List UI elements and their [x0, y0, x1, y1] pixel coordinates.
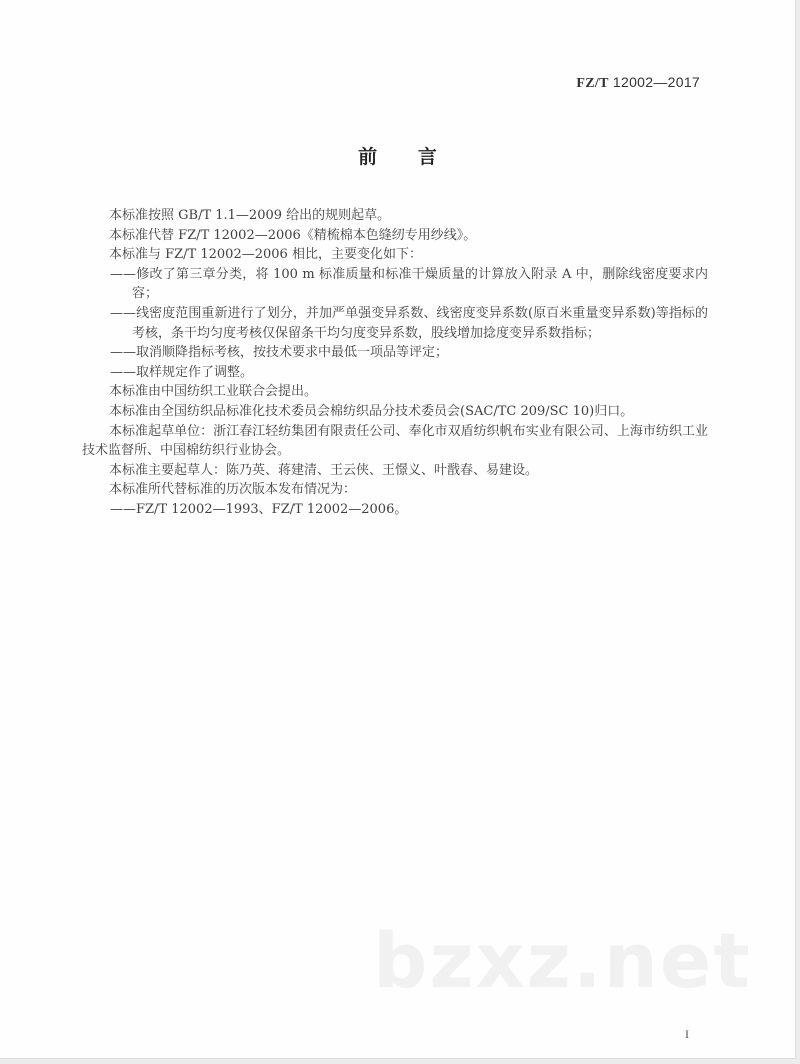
foreword-body [82, 206, 708, 520]
dash-list-item: ——取消顺降指标考核，按技术要求中最低一项品等评定； [110, 345, 449, 361]
page-number: I [685, 1027, 689, 1041]
dash-list-item: ——线密度范围重新进行了划分，并加严单强变异系数、线密度变异系数(原百米重量变异系数)等指标的考核，条干均匀度考核仅保留条干均匀度变异系数，股线增加捻度变异系数指标； [110, 305, 708, 341]
paragraph: 本标准由全国纺织品标准化技术委员会棉纺织品分技术委员会(SAC/TC 209/SC 10)归口。 [109, 403, 634, 419]
title-char-2: 言 [417, 146, 437, 168]
dash-list-item: ——FZ/T 12002—1993、FZ/T 12002—2006。 [110, 501, 408, 517]
dash-list-item: ——取样规定作了调整。 [110, 364, 254, 380]
standard-code [576, 74, 700, 92]
paragraph: 本标准主要起草人：陈乃英、蒋建清、王云侠、王憬义、叶戬春、易建设。 [109, 462, 539, 478]
standard-prefix: FZ/T [576, 76, 609, 91]
paragraph: 本标准所代替标准的历次版本发布情况为： [109, 482, 357, 498]
paragraph: 本标准按照 GB/T 1.1—2009 给出的规则起草。 [109, 208, 391, 223]
paragraph: 本标准由中国纺织工业联合会提出。 [109, 384, 318, 400]
title-char-1: 前 [358, 146, 378, 168]
paragraph: 本标准代替 FZ/T 12002—2006《精梳棉本色缝纫专用纱线》。 [109, 227, 477, 243]
paragraph: 本标准起草单位：浙江春江轻纺集团有限责任公司、奉化市双盾纺织帆布实业有限公司、上海市纺织工业技术监督所、中国棉纺织行业协会。 [82, 423, 708, 459]
standard-number: 12002—2017 [612, 74, 700, 90]
paragraph: 本标准与 FZ/T 12002—2006 相比，主要变化如下： [109, 247, 422, 263]
dash-list-item: ——修改了第三章分类，将 100 m 标准质量和标准干燥质量的计算放入附录 A 中，删除线密度要求内容； [110, 266, 708, 302]
watermark: bzxz.net [373, 916, 752, 1005]
page-title [0, 142, 795, 169]
